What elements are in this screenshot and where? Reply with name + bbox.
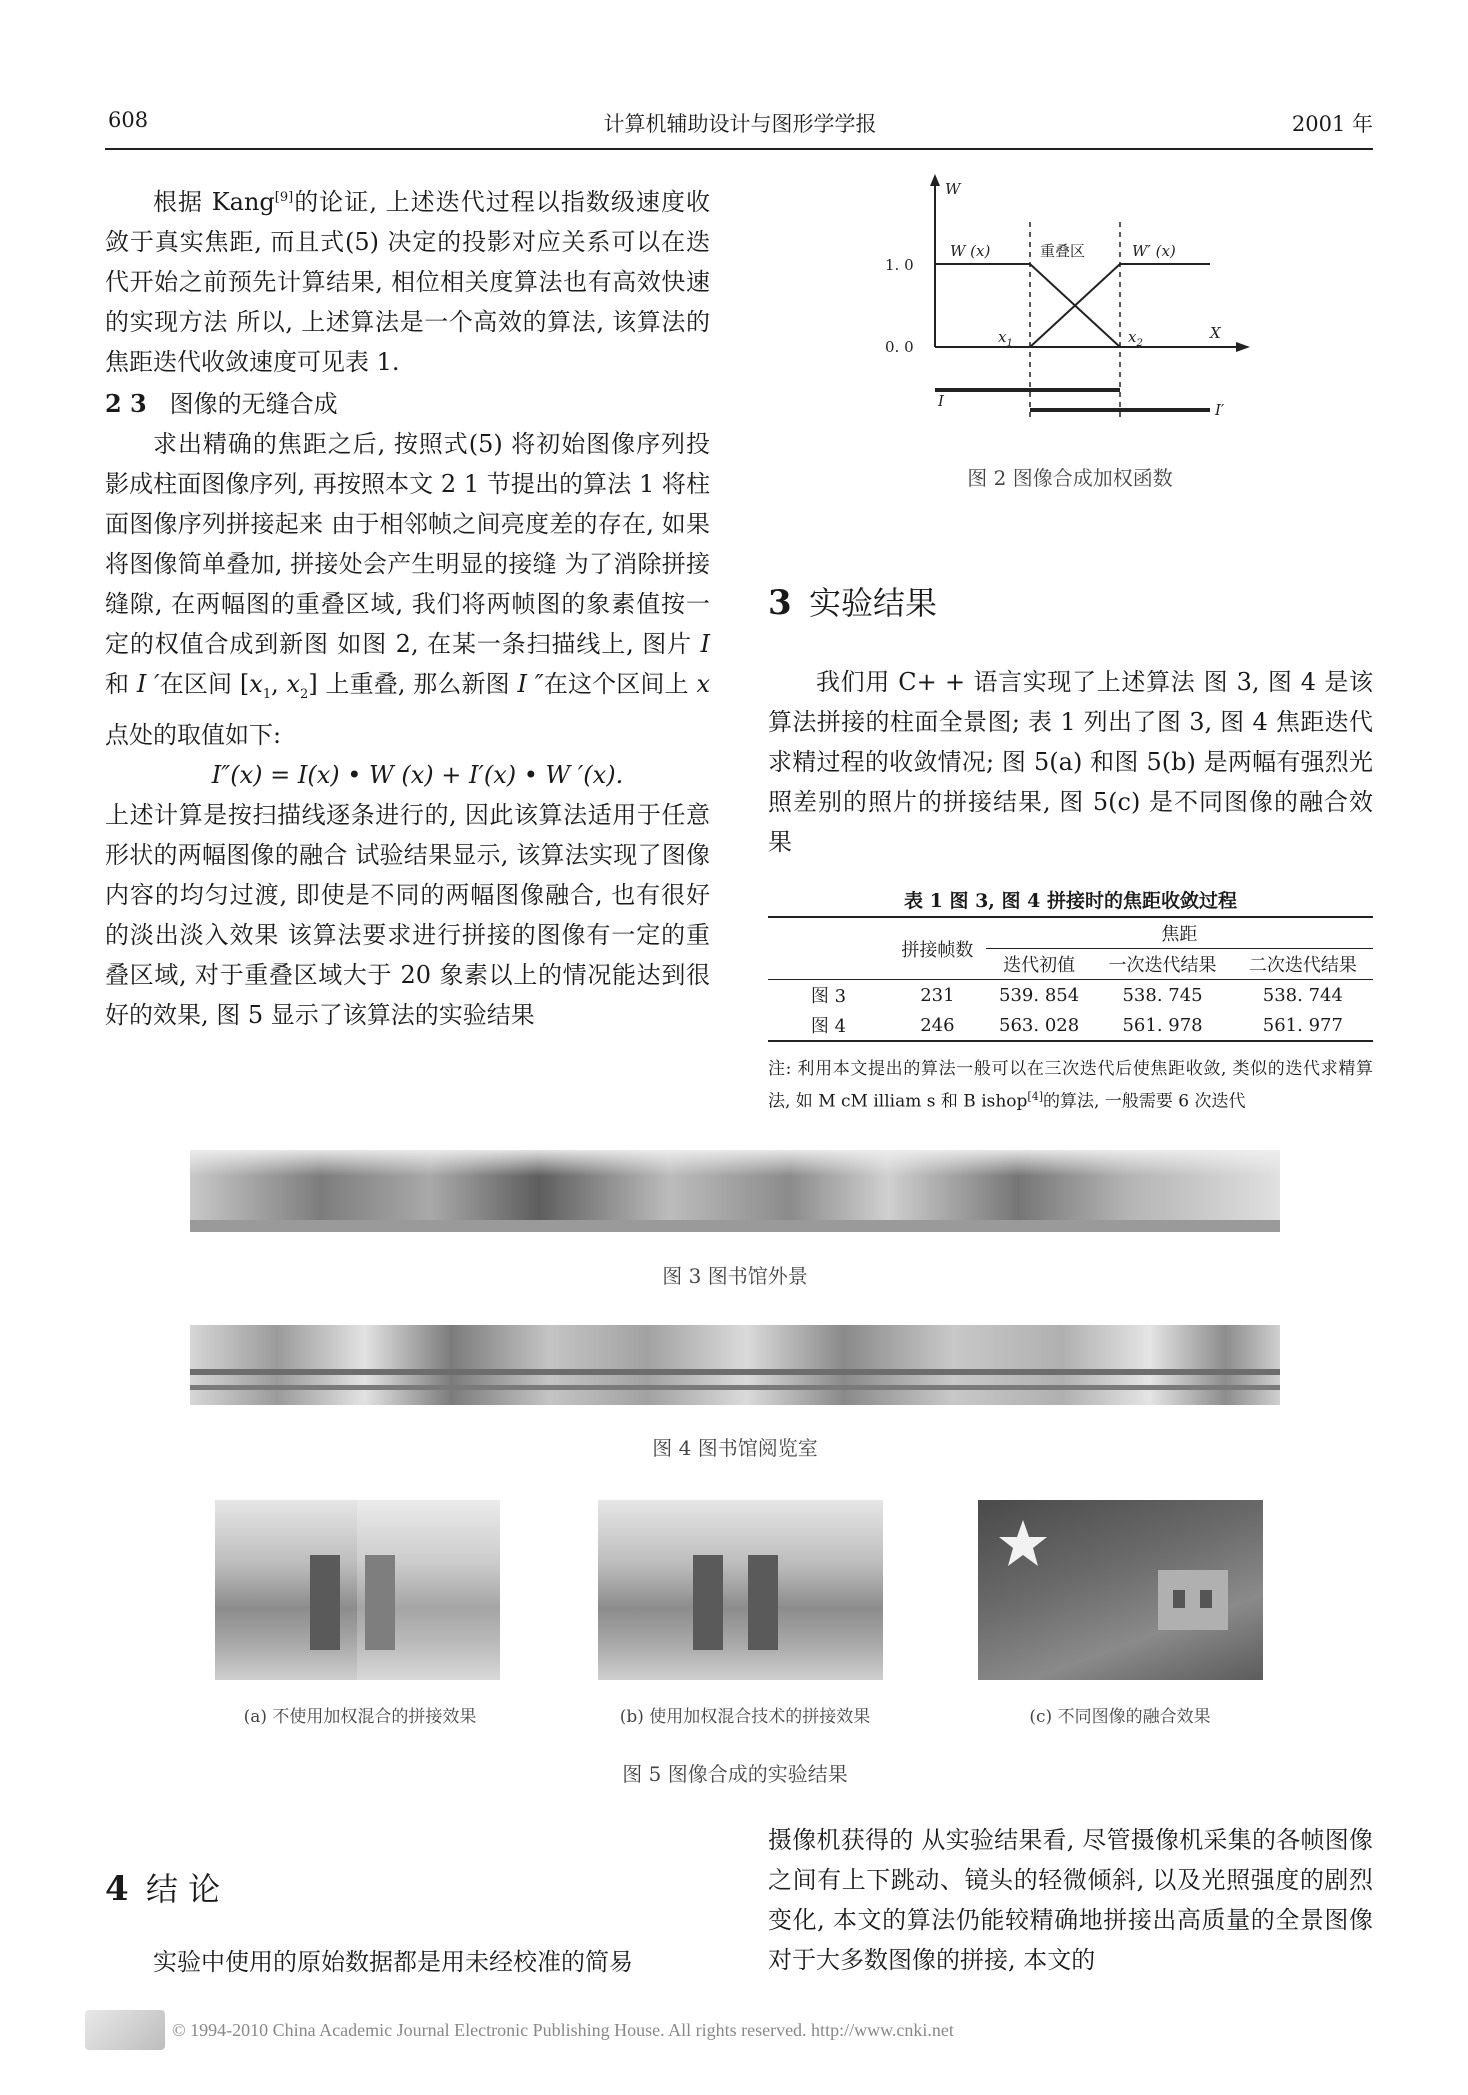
image-i-label: I (938, 392, 944, 410)
paragraph-conclusion-start: 实验中使用的原始数据都是用未经校准的简易 (153, 1948, 633, 1976)
table1-note: 注: 利用本文提出的算法一般可以在三次迭代后使焦距收敛, 类似的迭代求精算法, 如 M cM illiam s 和 B ishop[4]的算法, 一般需要 6 次迭代 (768, 1059, 1373, 1112)
x1-label: $x_1$ (998, 328, 1013, 349)
focal-convergence-table (768, 916, 1373, 1042)
x-axis-arrow (1236, 342, 1250, 352)
table-row: 图 4 246 563. 028 561. 978 561. 977 (768, 1010, 1373, 1041)
page-number: 608 (108, 108, 149, 132)
section-heading-2-3: 2 3 图像的无缝合成 (105, 389, 338, 418)
section4-left-column (105, 1942, 710, 1982)
section4-right-column (768, 1820, 1373, 1980)
header-initial: 迭代初值 (1003, 955, 1076, 976)
stitch-without-blending-image (215, 1500, 500, 1680)
fig5c-caption: (c) 不同图像的融合效果 (1029, 1707, 1211, 1727)
fig5a-caption: (a) 不使用加权混合的拼接效果 (243, 1707, 477, 1727)
x2-label: $x_2$ (1128, 328, 1143, 349)
overlap-label: 重叠区 (1040, 242, 1086, 260)
cnki-logo (85, 2010, 165, 2050)
fig5b-caption: (b) 使用加权混合技术的拼接效果 (619, 1707, 871, 1727)
blend-formula: I″(x) = I(x) • W (x) + I′(x) • W ′(x). (211, 760, 624, 789)
image-fusion-image (978, 1500, 1263, 1680)
journal-title: 计算机辅助设计与图形学学报 (603, 112, 877, 136)
image-i-prime-label: I′ (1215, 401, 1225, 419)
paragraph-experiments: 我们用 C+ + 语言实现了上述算法 图 3, 图 4 是该算法拼接的柱面全景图; 表 1 列出了图 3, 图 4 焦距迭代求精过程的收敛情况; 图 5(a) 和图 5(b) 是两幅有强烈光照差别的照片的拼接结果, 图 5(c) 是不同图像的融合效果 (768, 668, 1373, 856)
fig4-caption: 图 4 图书馆阅览室 (652, 1436, 818, 1460)
copyright-footer: © 1994-2010 China Academic Journal Electronic Publishing House. All rights reserved. http://www.cnki.net (172, 2020, 954, 2040)
weighting-function-diagram (880, 172, 1260, 422)
table1-container (768, 916, 1373, 1042)
left-column (105, 178, 710, 1035)
header-rule (105, 148, 1373, 150)
x-axis-label: X (1210, 324, 1221, 342)
paragraph-conclusion-continued: 摄像机获得的 从实验结果看, 尽管摄像机采集的各帧图像之间有上下跳动、镜头的轻微倾斜, 以及光照强度的剧烈变化, 本文的算法仍能较精确地拼接出高质量的全景图像 对于大多数图像的拼接, 本文的 (768, 1826, 1373, 1974)
header-focal: 焦距 (986, 917, 1373, 949)
paragraph-results-intro: 上述计算是按扫描线逐条进行的, 因此该算法适用于任意形状的两幅图像的融合 试验结果显示, 该算法实现了图像内容的均匀过渡, 即使是不同的两幅图像融合, 也有很好的淡出淡入效果 该算法要求进行拼接的图像有一定的重叠区域, 对于重叠区域大于 20 象素以上的情况能达到很好的效果, 图 5 显示了该算法的实验结果 (105, 800, 710, 1029)
fig3-caption: 图 3 图书馆外景 (662, 1264, 808, 1288)
wx-label: W (x) (950, 242, 991, 260)
y-axis-arrow (930, 174, 940, 186)
w-axis-label: W (945, 180, 961, 198)
y-tick-1: 1. 0 (885, 256, 914, 274)
panorama-exterior-image (190, 1150, 1280, 1232)
section-heading-3: 3 实验结果 (768, 583, 937, 623)
header-first-iteration: 一次迭代结果 (1108, 955, 1217, 976)
panorama-reading-room-image (190, 1325, 1280, 1405)
fig2-caption: 图 2 图像合成加权函数 (967, 466, 1173, 490)
publication-year: 2001 年 (1291, 112, 1373, 136)
section-heading-4: 4 结 论 (105, 1869, 221, 1909)
stitch-with-blending-image (598, 1500, 883, 1680)
table-row: 图 3 231 539. 854 538. 745 538. 744 (768, 980, 1373, 1011)
header-frames: 拼接帧数 (901, 939, 974, 961)
table1-caption: 表 1 图 3, 图 4 拼接时的焦距收敛过程 (904, 890, 1237, 912)
fig5-caption: 图 5 图像合成的实验结果 (622, 1762, 848, 1786)
right-column (768, 662, 1373, 862)
paragraph-convergence: 根据 Kang[9]的论证, 上述迭代过程以指数级速度收敛于真实焦距, 而且式(5) 决定的投影对应关系可以在迭代开始之前预先计算结果, 相位相关度算法也有高效快速的实现方法 所以, 上述算法是一个高效的算法, 该算法的焦距迭代收敛速度可见表 1. (105, 188, 710, 376)
w-curve (935, 264, 1120, 347)
wpx-label: W′ (x) (1132, 242, 1176, 260)
y-tick-0: 0. 0 (885, 338, 914, 356)
star-icon (998, 1518, 1048, 1568)
header-second-iteration: 二次迭代结果 (1248, 955, 1357, 976)
paragraph-blending: 求出精确的焦距之后, 按照式(5) 将初始图像序列投影成柱面图像序列, 再按照本文 2 1 节提出的算法 1 将柱面图像序列拼接起来 由于相邻帧之间亮度差的存在, 如果将图像简单叠加, 拼接处会产生明显的接缝 为了消除拼接缝隙, 在两幅图的重叠区域, 我们将两帧图的象素值按一定的权值合成到新图 如图 2, 在某一条扫描线上, 图片 I 和 I ′在区间 [$x_1$, $x_2$] 上重叠, 那么新图 I ″在这个区间上 x 点处的取值如下: (105, 430, 710, 749)
